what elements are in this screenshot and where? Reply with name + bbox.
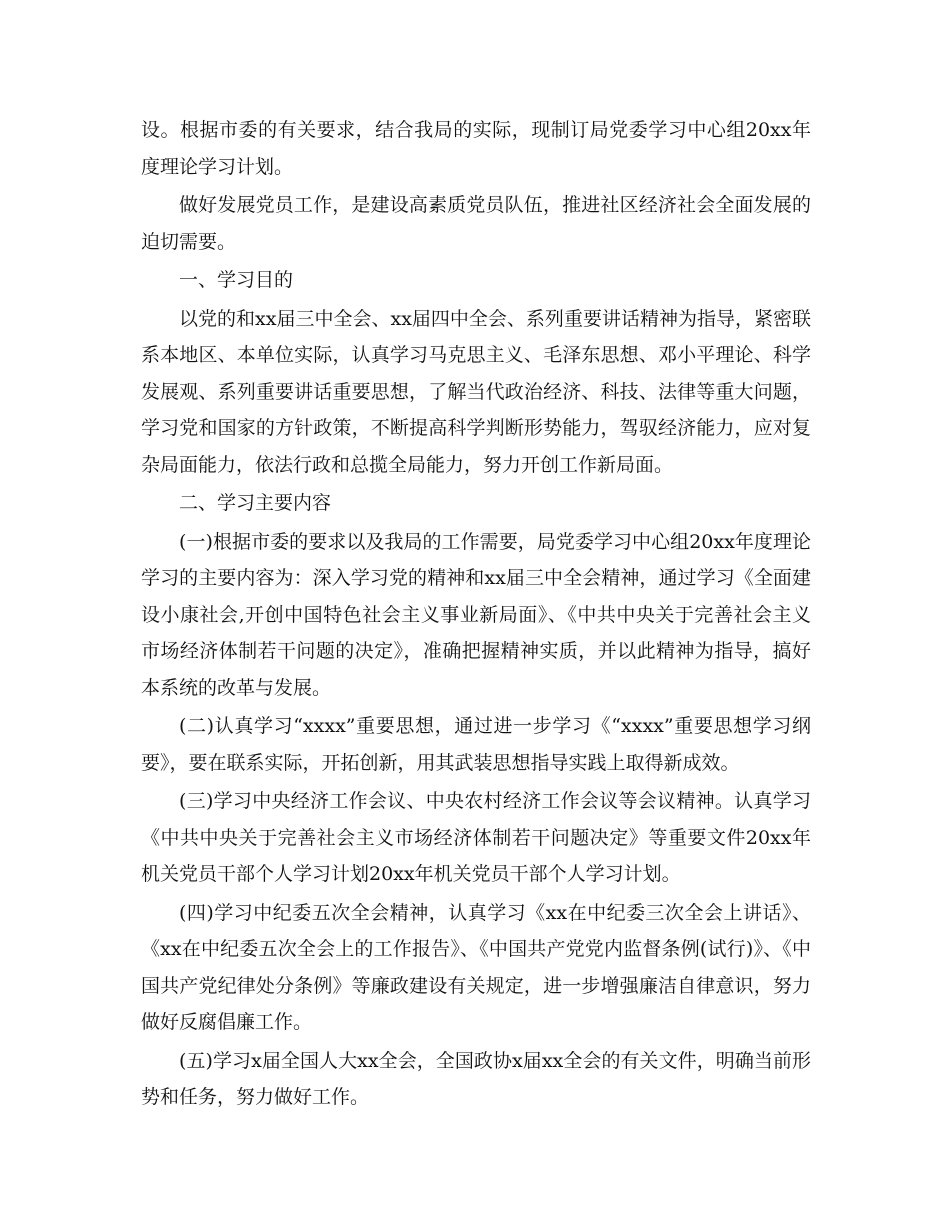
paragraph-intro: 做好发展党员工作，是建设高素质党员队伍，推进社区经济社会全面发展的迫切需要。 <box>141 194 811 253</box>
paragraph-item-3: (三)学习中央经济工作会议、中央农村经济工作会议等会议精神。认真学习《中共中央关于完善社会主义市场经济体制若干问题决定》等重要文件20xx年机关党员干部个人学习计划20xx年机关党员干部个人学习计划。 <box>141 790 811 885</box>
paragraph-item-2: (二)认真学习“xxxx”重要思想，通过进一步学习《“xxxx”重要思想学习纲要》，要在联系实际，开拓创新，用其武装思想指导实践上取得新成效。 <box>141 715 811 774</box>
paragraph-item-4: (四)学习中纪委五次全会精神，认真学习《xx在中纪委三次全会上讲话》、《xx在中纪委五次全会上的工作报告》、《中国共产党党内监督条例(试行)》、《中国共产党纪律处分条例》等廉政建设有关规定，进一步增强廉洁自律意识，努力做好反腐倡廉工作。 <box>141 901 811 1033</box>
section-heading-content: 二、学习主要内容 <box>179 492 332 514</box>
paragraph-item-1: (一)根据市委的要求以及我局的工作需要，局党委学习中心组20xx年度理论学习的主要内容为：深入学习党的精神和xx届三中全会精神，通过学习《全面建设小康社会,开创中国特色社会主义事业新局面》、《中共中央关于完善社会主义市场经济体制若干问题的决定》，准确把握精神实质，并以此精神为指导，搞好本系统的改革与发展。 <box>141 530 811 699</box>
paragraph-purpose: 以党的和xx届三中全会、xx届四中全会、系列重要讲话精神为指导，紧密联系本地区、本单位实际，认真学习马克思主义、毛泽东思想、邓小平理论、科学发展观、系列重要讲话重要思想，了解当代政治经济、科技、法律等重大问题，学习党和国家的方针政策，不断提高科学判断形势能力，驾驭经济能力，应对复杂局面能力，依法行政和总揽全局能力，努力开创工作新局面。 <box>141 307 811 476</box>
paragraph-continuation: 设。根据市委的有关要求，结合我局的实际，现制订局党委学习中心组20xx年度理论学习计划。 <box>141 119 811 178</box>
paragraph-item-5: (五)学习x届全国人大xx全会，全国政协x届xx全会的有关文件，明确当前形势和任务，努力做好工作。 <box>141 1049 811 1108</box>
section-heading-purpose: 一、学习目的 <box>179 269 294 291</box>
document-body <box>141 112 811 1118</box>
